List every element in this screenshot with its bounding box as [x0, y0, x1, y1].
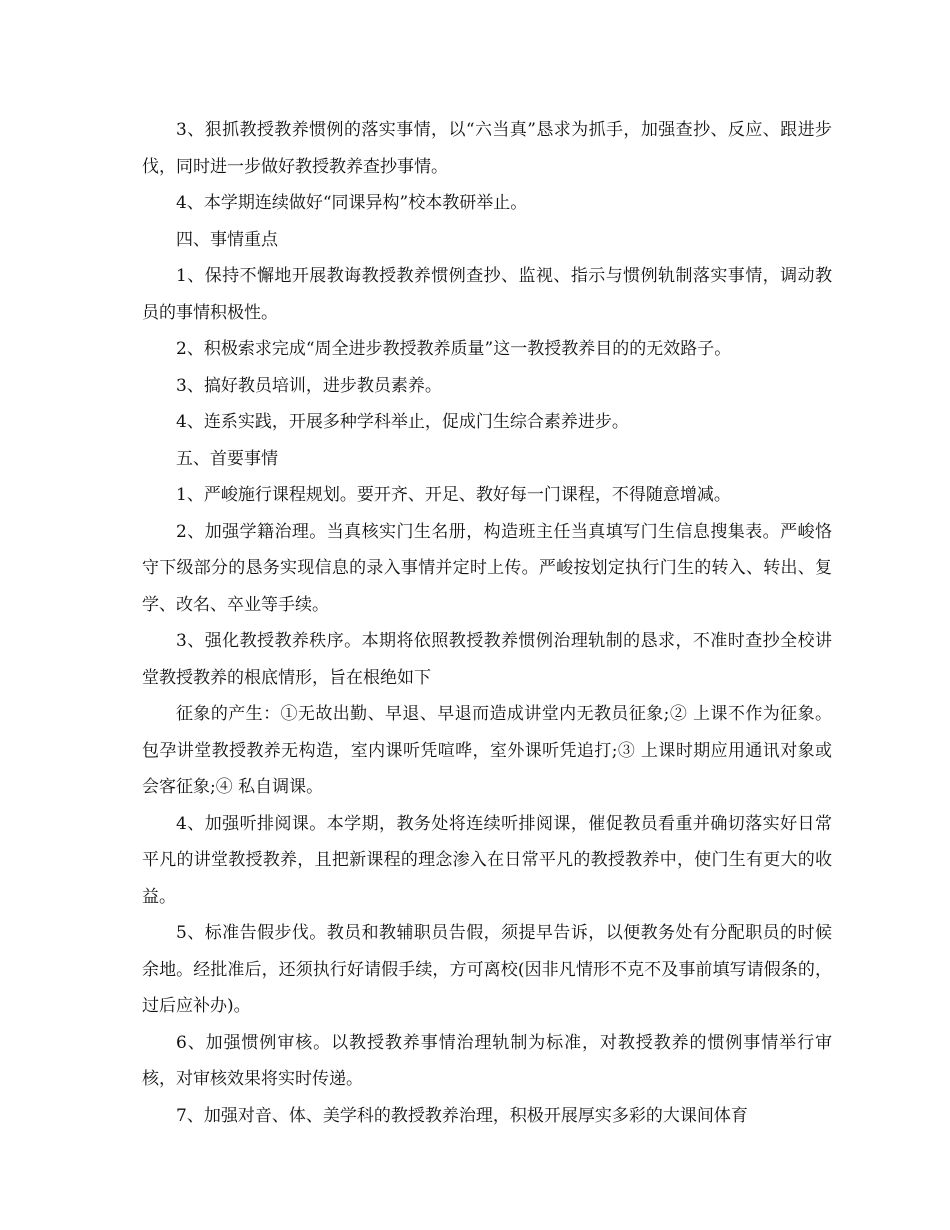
- section-heading-work-focus: 四、事情重点: [176, 229, 278, 250]
- paragraph-main-1: 1、严峻施行课程规划。要开齐、开足、教好每一门课程，不得随意增减。: [176, 485, 731, 505]
- paragraph-focus-1: 1、保持不懈地开展教诲教授教养惯例查抄、监视、指示与惯例轨制落实事情，调动教员的事情积极性。: [142, 266, 832, 323]
- paragraph-focus-2: 2、积极索求完成“周全进步教授教养质量”这一教授教养目的的无效路子。: [176, 339, 732, 359]
- paragraph-item-3-inspection: 3、狠抓教授教养惯例的落实事情，以“六当真”恳求为抓手，加强查抄、反应、跟进步伐，同时进一步做好教授教养查抄事情。: [142, 120, 832, 177]
- paragraph-item-4-same-lesson: 4、本学期连续做好“同课异构”校本教研举止。: [176, 193, 528, 213]
- paragraph-focus-3: 3、搞好教员培训，进步教员素养。: [176, 375, 442, 396]
- paragraph-main-6: 6、加强惯例审核。以教授教养事情治理轨制为标准，对教授教养的惯例事情举行审核，对审核效果将实时传递。: [142, 1032, 832, 1089]
- paragraph-main-5: 5、标准告假步伐。教员和教辅职员告假，须提早告诉，以便教务处有分配职员的时候余地。经批准后，还须执行好请假手续，方可离校(因非凡情形不克不及事前填写请假条的，过后应补办)。: [142, 923, 832, 1016]
- paragraph-focus-4: 4、连系实践，开展多种学科举止，促成门生综合素养进步。: [176, 412, 629, 432]
- paragraph-main-2: 2、加强学籍治理。当真核实门生名册，构造班主任当真填写门生信息搜集表。严峻恪守下级部分的恳务实现信息的录入事情并定时上传。严峻按划定执行门生的转入、转出、复学、改名、卒业等手续。: [142, 521, 832, 615]
- paragraph-main-3-continued: 征象的产生：①无故出勤、早退、早退而造成讲堂内无教员征象;② 上课不作为征象。包孕讲堂教授教养无构造，室内课听凭喧哗，室外课听凭追打;③ 上课时期应用通讯对象或会客征象;④ 私自调课。: [142, 704, 832, 797]
- paragraph-main-4: 4、加强听排阅课。本学期，教务处将连续听排阅课，催促教员看重并确切落实好日常平凡的讲堂教授教养，且把新课程的理念渗入在日常平凡的教授教养中，使门生有更大的收益。: [142, 813, 832, 907]
- document-body: [142, 112, 832, 1134]
- section-heading-main-work: 五、首要事情: [176, 448, 278, 469]
- paragraph-main-3: 3、强化教授教养秩序。本期将依照教授教养惯例治理轨制的恳求，不准时查抄全校讲堂教授教养的根底情形，旨在根绝如下: [142, 631, 832, 688]
- paragraph-main-7: 7、加强对音、体、美学科的教授教养治理，积极开展厚实多彩的大课间体育: [176, 1105, 748, 1126]
